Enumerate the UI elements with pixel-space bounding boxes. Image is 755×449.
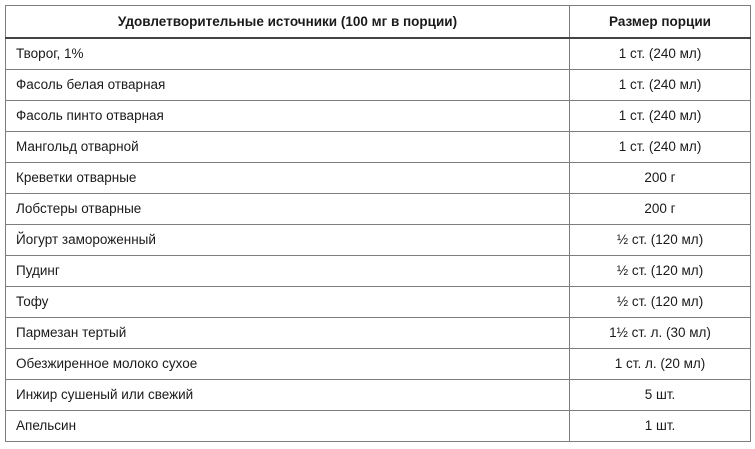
portion-size: ½ ст. (120 мл) [570, 287, 751, 318]
food-name: Тофу [6, 287, 570, 318]
portion-size: 1 ст. (240 мл) [570, 101, 751, 132]
table-row [6, 287, 751, 318]
portion-size: 1½ ст. л. (30 мл) [570, 318, 751, 349]
header-row [6, 6, 751, 39]
table-row [6, 38, 751, 70]
food-name: Фасоль белая отварная [6, 70, 570, 101]
table-header [6, 6, 751, 39]
table-row [6, 349, 751, 380]
portion-size: ½ ст. (120 мл) [570, 225, 751, 256]
food-name: Креветки отварные [6, 163, 570, 194]
table-row [6, 194, 751, 225]
header-source: Удовлетворительные источники (100 мг в порции) [6, 6, 570, 39]
table-row [6, 132, 751, 163]
table-row [6, 380, 751, 411]
portion-size: 1 ст. (240 мл) [570, 70, 751, 101]
calcium-sources-table [5, 5, 751, 442]
food-name: Обезжиренное молоко сухое [6, 349, 570, 380]
food-name: Инжир сушеный или свежий [6, 380, 570, 411]
table-row [6, 256, 751, 287]
portion-size: 1 ст. л. (20 мл) [570, 349, 751, 380]
header-portion-size: Размер порции [570, 6, 751, 39]
table-body [6, 38, 751, 442]
food-name: Творог, 1% [6, 38, 570, 70]
food-name: Пармезан тертый [6, 318, 570, 349]
portion-size: 1 ст. (240 мл) [570, 38, 751, 70]
table-row [6, 225, 751, 256]
portion-size: 1 шт. [570, 411, 751, 442]
food-name: Пудинг [6, 256, 570, 287]
portion-size: ½ ст. (120 мл) [570, 256, 751, 287]
portion-size: 200 г [570, 194, 751, 225]
food-name: Лобстеры отварные [6, 194, 570, 225]
food-name: Йогурт замороженный [6, 225, 570, 256]
table-row [6, 318, 751, 349]
table-row [6, 101, 751, 132]
food-name: Апельсин [6, 411, 570, 442]
table-row [6, 411, 751, 442]
portion-size: 200 г [570, 163, 751, 194]
portion-size: 1 ст. (240 мл) [570, 132, 751, 163]
table-row [6, 70, 751, 101]
food-name: Мангольд отварной [6, 132, 570, 163]
food-name: Фасоль пинто отварная [6, 101, 570, 132]
portion-size: 5 шт. [570, 380, 751, 411]
table-row [6, 163, 751, 194]
